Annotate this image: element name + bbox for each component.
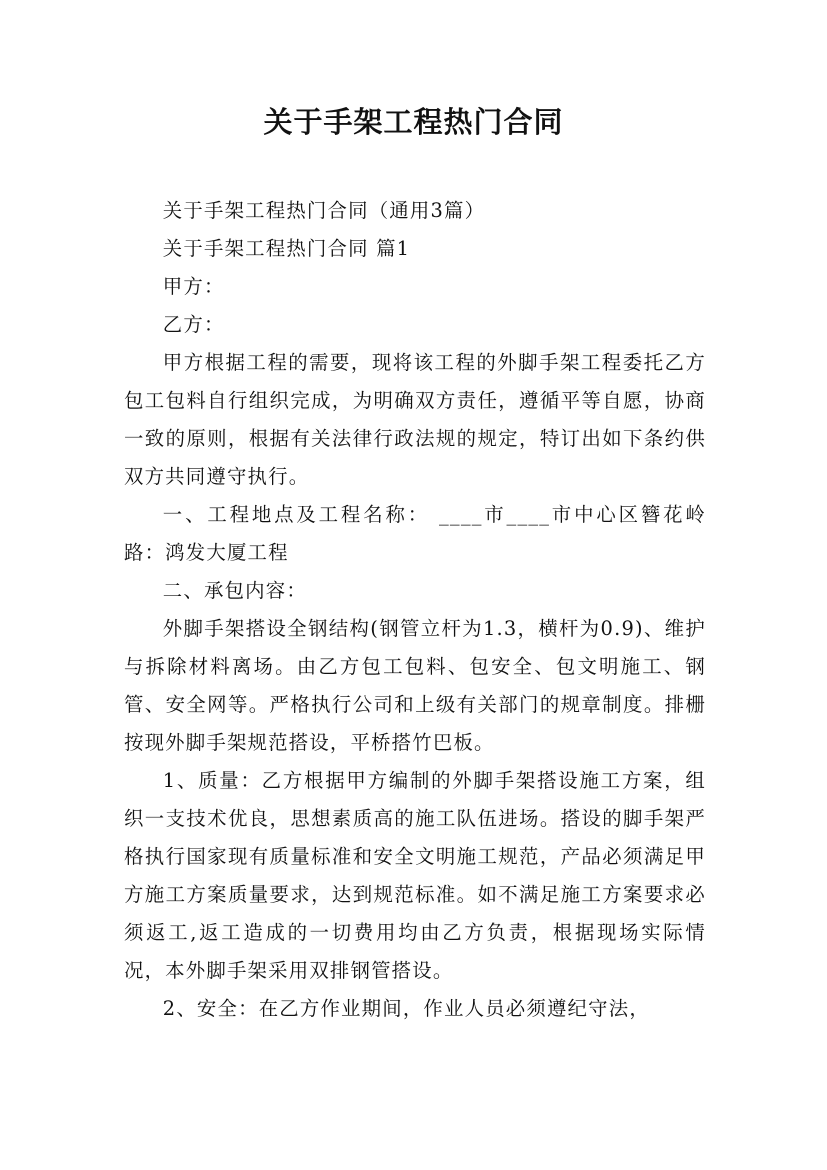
- paragraph-quality: 1、质量：乙方根据甲方编制的外脚手架搭设施工方案，组织一支技术优良，思想素质高的施工队伍进场。搭设的脚手架严格执行国家现有质量标准和安全文明施工规范，产品必须满足甲方施工方案质量要求，达到规范标准。如不满足施工方案要求必须返工,返工造成的一切费用均由乙方负责，根据现场实际情况，本外脚手架采用双排钢管搭设。: [124, 769, 706, 982]
- paragraph-subtitle: 关于手架工程热门合同（通用3篇）: [162, 199, 486, 222]
- paragraph-party-b: 乙方：: [162, 313, 225, 336]
- document-title: 关于手架工程热门合同: [263, 105, 564, 139]
- paragraph-project-location: 一、工程地点及工程名称： ____市____市中心区簪花岭路：鸿发大厦工程: [124, 503, 706, 564]
- document-body: [124, 192, 706, 1028]
- paragraph-preamble: 甲方根据工程的需要，现将该工程的外脚手架工程委托乙方包工包料自行组织完成，为明确双方责任，遵循平等自愿，协商一致的原则，根据有关法律行政法规的规定，特订出如下条约供双方共同遵守执行。: [124, 351, 706, 488]
- paragraph-contract-scope: 外脚手架搭设全钢结构(钢管立杆为1.3，横杆为0.9)、维护与拆除材料离场。由乙方包工包料、包安全、包文明施工、钢管、安全网等。严格执行公司和上级有关部门的规章制度。排栅按现外脚手架规范搭设，平桥搭竹巴板。: [124, 617, 706, 754]
- paragraph-section-heading: 关于手架工程热门合同 篇1: [162, 237, 411, 260]
- paragraph-safety: 2、安全：在乙方作业期间，作业人员必须遵纪守法，: [162, 997, 650, 1020]
- paragraph-party-a: 甲方：: [162, 275, 225, 298]
- paragraph-contract-scope-heading: 二、承包内容：: [162, 579, 307, 602]
